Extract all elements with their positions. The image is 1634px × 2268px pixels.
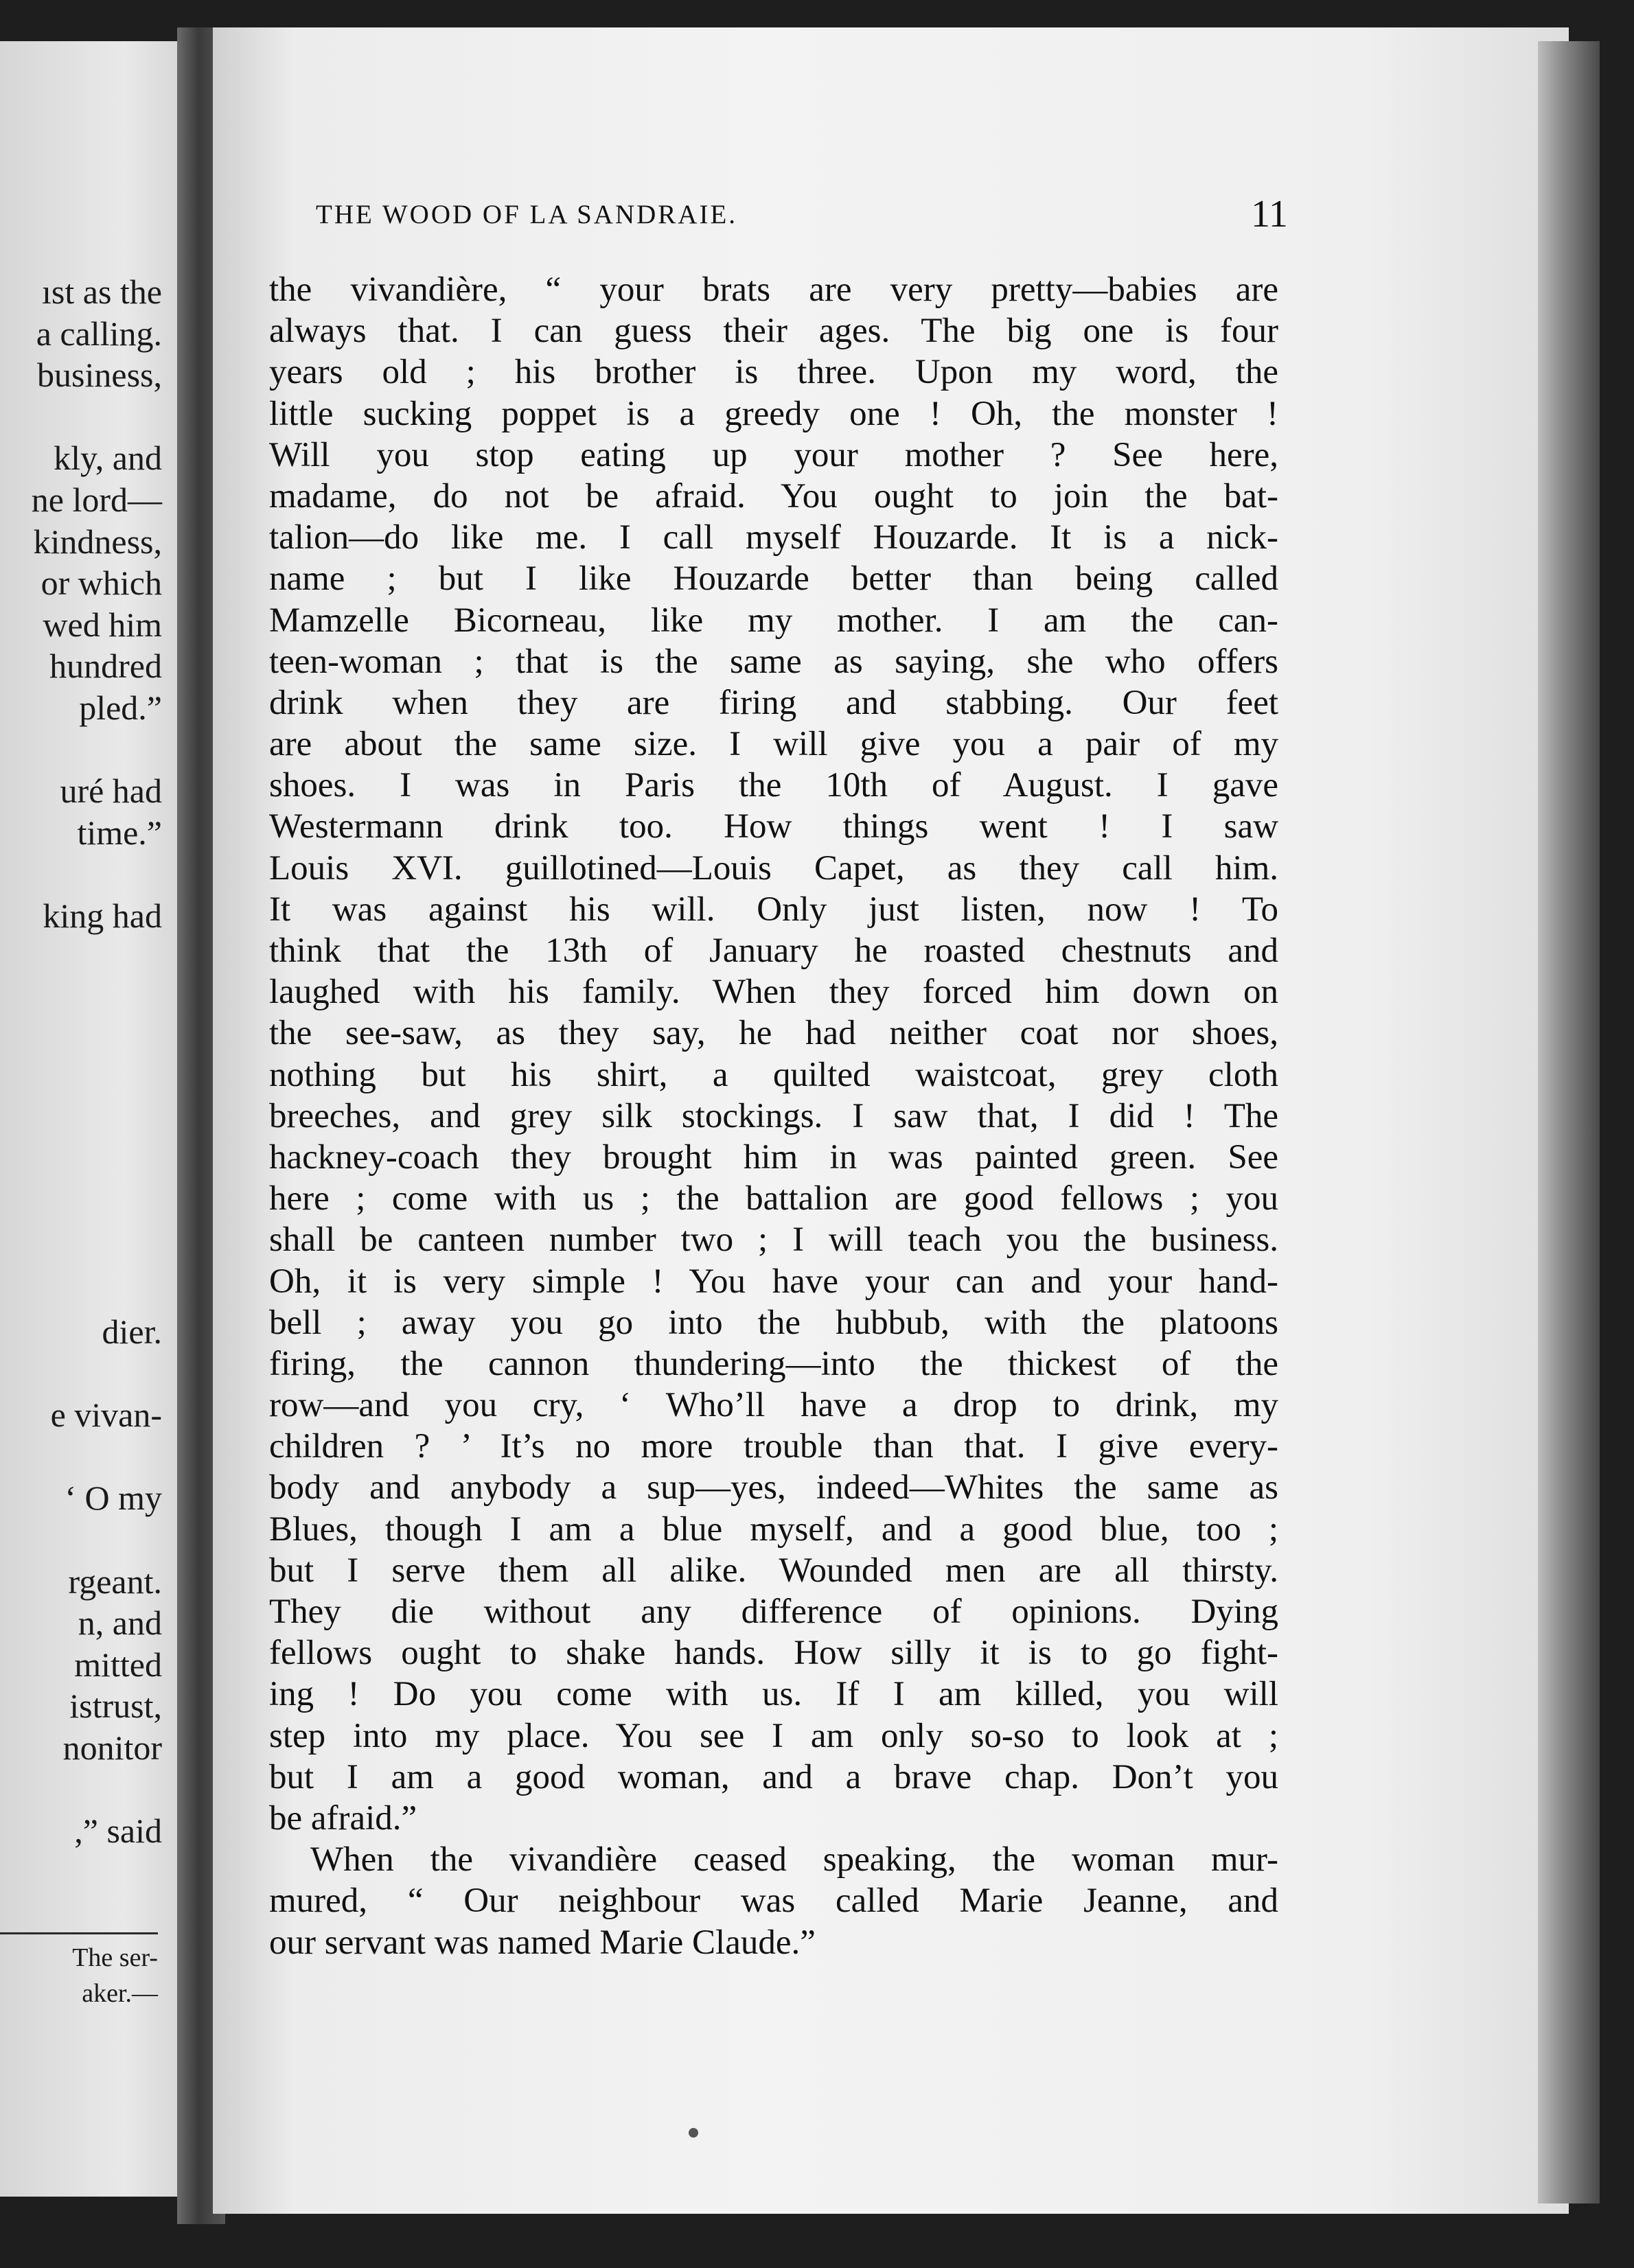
- text-line: but I serve them all alike. Wounded men are all thirsty.: [269, 1551, 1278, 1590]
- text-line: They die without any difference of opinions. Dying: [269, 1593, 1278, 1631]
- text-line: When the vivandière ceased speaking, the woman mur-: [310, 1840, 1278, 1879]
- text-line: Blues, though I am a blue myself, and a good blue, too ;: [269, 1509, 1278, 1549]
- left-page-line: hundred: [49, 647, 162, 686]
- left-footnote-line: The ser-: [72, 1943, 158, 1972]
- text-line: teen-woman ; that is the same as saying, she who offers: [269, 642, 1278, 681]
- left-page-line: ‘ O my: [65, 1479, 162, 1518]
- text-line: but I am a good woman, and a brave chap. Don’t you: [269, 1757, 1278, 1796]
- running-head: THE WOOD OF LA SANDRAIE.: [316, 200, 738, 229]
- text-line: the vivandière, “ your brats are very pretty—babies are: [269, 270, 1278, 309]
- text-line: body and anybody a sup—yes, indeed—Whites the same as: [269, 1468, 1278, 1507]
- text-line: ing ! Do you come with us. If I am killed, you will: [269, 1675, 1278, 1714]
- left-page-line: ne lord—: [31, 481, 162, 519]
- text-line: are about the same size. I will give you a pair of my: [269, 725, 1278, 764]
- text-line: shoes. I was in Paris the 10th of August. I gave: [269, 766, 1278, 805]
- body-text: [269, 269, 1278, 1963]
- left-page-line: ıst as the: [42, 273, 162, 311]
- text-line: It was against his will. Only just listen, now ! To: [269, 890, 1278, 929]
- left-page-line: kly, and: [54, 439, 162, 478]
- text-line: little sucking poppet is a greedy one ! Oh, the monster !: [269, 394, 1278, 433]
- text-line: be afraid.”: [269, 1798, 417, 1838]
- left-page-line: istrust,: [69, 1687, 162, 1726]
- page-edge: [1538, 41, 1600, 2203]
- text-line: drink when they are firing and stabbing. Our feet: [269, 683, 1278, 722]
- left-page-line: king had: [43, 896, 162, 935]
- left-page-line: wed him: [43, 605, 162, 644]
- left-page-line: n, and: [78, 1604, 162, 1643]
- text-line: the see-saw, as they say, he had neither coat nor shoes,: [269, 1014, 1278, 1053]
- text-line: children ? ’ It’s no more trouble than that. I give every-: [269, 1427, 1278, 1466]
- text-line: Westermann drink too. How things went ! I saw: [269, 807, 1278, 846]
- left-page-line: dier.: [102, 1312, 162, 1351]
- left-page-line: pled.”: [79, 688, 162, 727]
- left-page-line: or which: [41, 564, 162, 603]
- footnote-rule: [0, 1932, 158, 1934]
- text-line: shall be canteen number two ; I will teach you the business.: [269, 1220, 1278, 1260]
- text-line: our servant was named Marie Claude.”: [269, 1923, 816, 1962]
- left-footnote-line: aker.—: [82, 1979, 158, 2008]
- text-line: mured, “ Our neighbour was called Marie Jeanne, and: [269, 1882, 1278, 1921]
- left-page: [0, 41, 206, 2197]
- text-line: fellows ought to shake hands. How silly it is to go fight-: [269, 1634, 1278, 1673]
- left-page-line: business,: [37, 356, 162, 395]
- text-line: name ; but I like Houzarde better than being called: [269, 559, 1278, 599]
- left-page-line: nonitor: [62, 1728, 162, 1767]
- left-page-line: kindness,: [33, 522, 162, 561]
- text-line: talion—do like me. I call myself Houzarde. It is a nick-: [269, 518, 1278, 557]
- text-line: breeches, and grey silk stockings. I saw that, I did ! The: [269, 1096, 1278, 1135]
- text-line: nothing but his shirt, a quilted waistcoat, grey cloth: [269, 1055, 1278, 1094]
- page-number: 11: [1251, 193, 1288, 235]
- left-page-line: rgeant.: [68, 1562, 162, 1601]
- left-page-line: time.”: [77, 813, 162, 852]
- text-line: laughed with his family. When they forced him down on: [269, 973, 1278, 1012]
- text-line: step into my place. You see I am only so-so to look at ;: [269, 1716, 1278, 1755]
- text-line: Oh, it is very simple ! You have your can and your hand-: [269, 1262, 1278, 1301]
- left-page-line: e vivan-: [50, 1396, 162, 1435]
- left-page-line: mitted: [74, 1645, 162, 1684]
- text-line: here ; come with us ; the battalion are good fellows ; you: [269, 1179, 1278, 1218]
- text-line: firing, the cannon thundering—into the thickest of the: [269, 1344, 1278, 1383]
- text-line: madame, do not be afraid. You ought to join the bat-: [269, 476, 1278, 516]
- text-line: always that. I can guess their ages. The big one is four: [269, 312, 1278, 351]
- text-line: bell ; away you go into the hubbub, with the platoons: [269, 1303, 1278, 1342]
- text-line: Mamzelle Bicorneau, like my mother. I am the can-: [269, 601, 1278, 640]
- text-line: think that the 13th of January he roasted chestnuts and: [269, 931, 1278, 970]
- left-page-line: a calling.: [36, 314, 162, 353]
- text-line: row—and you cry, ‘ Who’ll have a drop to drink, my: [269, 1386, 1278, 1425]
- text-line: hackney-coach they brought him in was painted green. See: [269, 1137, 1278, 1177]
- text-line: years old ; his brother is three. Upon my word, the: [269, 353, 1278, 392]
- page-speck: [689, 2128, 698, 2138]
- text-line: Louis XVI. guillotined—Louis Capet, as they call him.: [269, 848, 1278, 888]
- left-page-line: uré had: [60, 772, 162, 811]
- left-page-line: ,” said: [74, 1812, 162, 1851]
- text-line: Will you stop eating up your mother ? See here,: [269, 435, 1278, 474]
